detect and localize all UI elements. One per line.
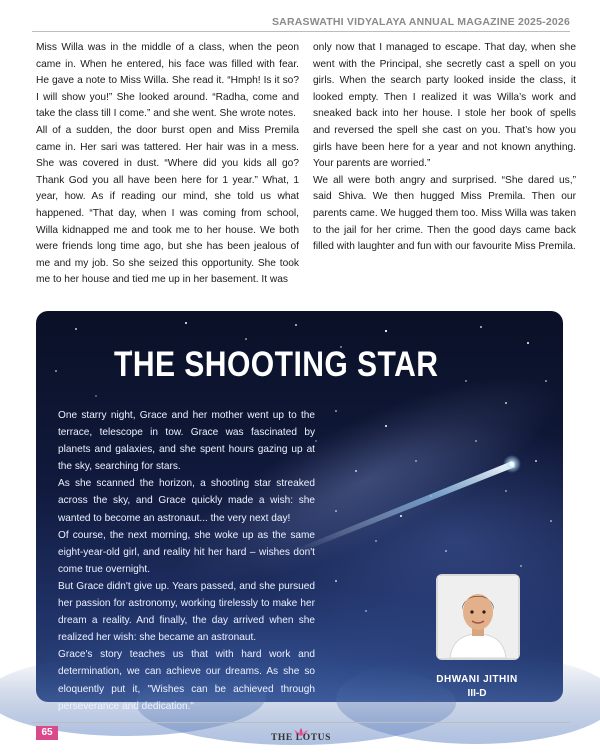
author-photo — [436, 574, 520, 660]
footer-divider — [32, 722, 570, 723]
child-portrait-image — [438, 576, 518, 658]
author-class: III-D — [467, 688, 487, 699]
story-paragraph-1: One starry night, Grace and her mother went up to the terrace, telescope in tow. Grace was fascinated by planets and galaxies, and she spent hours gazing up at the sky, searching for stars. — [58, 410, 315, 473]
magazine-logo — [266, 724, 336, 746]
story-paragraph-4: But Grace didn't give up. Years passed, and she pursued her passion for astronomy, working tirelessly to make her dream a reality. And finally, the day arrived when she realized her wish: she became an astronaut. — [58, 580, 315, 644]
left-paragraph-2: All of a sudden, the door burst open and Miss Premila came in. Her sari was tattered. Her hair was in a mess. She was covered in dust. “Where did you kids all go? Thank God you all have been here for 1 year.” What, 1 year, how. As if reading our mind, she told us what happened. “That day, when I was coming from school, Willa kidnapped me and took me to her house. We both were friends long time ago, but she has been jealous of me and my job. So she seized this opportunity. She took me to her house and tied me up in her basement. It was — [36, 124, 299, 286]
right-paragraph-2: We all were both angry and surprised. “She dared us,” said Shiva. We then hugged Miss Premila. Then our parents came. We hugged them too. Miss Willa was taken to the jail for her crime. Then the good days came back filled with laughter and fun with our favourite Miss Premila. — [313, 174, 576, 253]
story-paragraph-2: As she scanned the horizon, a shooting star streaked across the sky, and Grace quickly made a wish: she wanted to become an astronaut... the very next day! — [58, 478, 315, 524]
story-paragraph-3: Of course, the next morning, she woke up as the same eight-year-old girl, and reality hit her hard – wishes don't come true overnight. — [58, 529, 315, 575]
story-continuation-right-column — [313, 40, 576, 256]
author-name: DHWANI JITHIN — [436, 674, 518, 685]
logo-text: THE LOTUS — [270, 733, 332, 743]
story-paragraph-5: Grace's story teaches us that with hard work and determination, we can achieve our dreams. As she so eloquently put it, "Wishes can be achieved through perseverance and dedication." — [58, 649, 315, 712]
story-title: THE SHOOTING STAR — [114, 345, 439, 384]
story-body — [58, 407, 315, 715]
right-paragraph-1: only now that I managed to escape. That day, when she went with the Principal, she secretly cast a spell on you girls. When the search party looked inside the class, it looked empty. Then I realized it was Willa’s work and sneaked back into her house. I stole her book of spells and reversed the spell she cast on you. That’s how you girls have been here for a year and not known anything. Your parents are worried.” — [313, 42, 576, 170]
header-divider — [32, 31, 570, 32]
page-number-badge: 65 — [36, 726, 58, 740]
shooting-star-story-panel — [36, 311, 563, 712]
story-continuation-left-column — [36, 40, 299, 289]
left-paragraph-1: Miss Willa was in the middle of a class, when the peon came in. When he entered, his face was filled with fear. He gave a note to Miss Willa. She read it. “Hmph! Is it so? I will show you!” She looked around. “Radha, come and take the class till I come.” and she went. She wrote notes. — [36, 42, 299, 120]
magazine-header: SARASWATHI VIDYALAYA ANNUAL MAGAZINE 2025-2026 — [271, 16, 570, 28]
